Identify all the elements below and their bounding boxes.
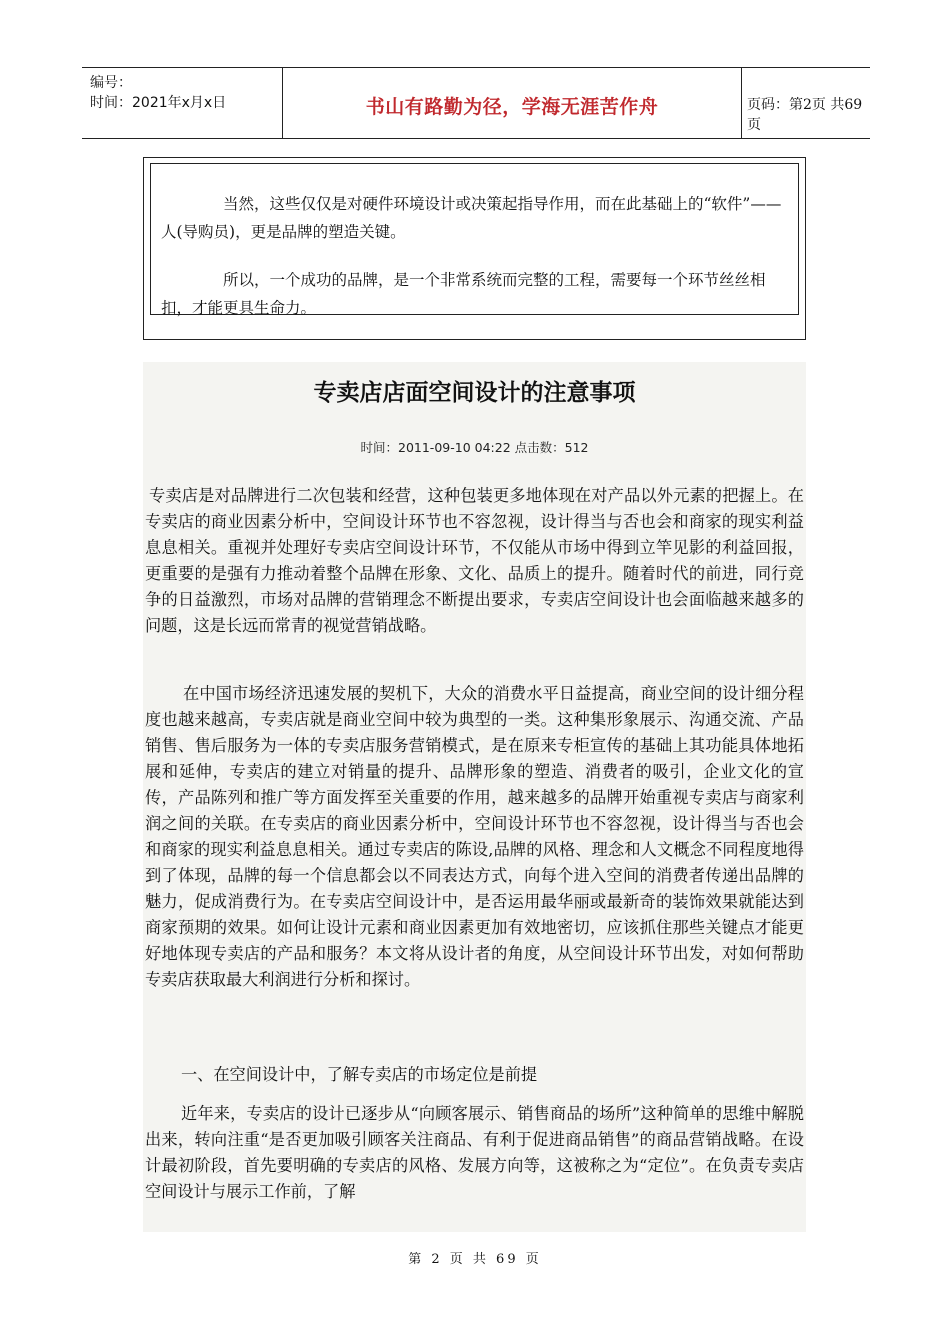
- bordered-text-box-inner: [150, 163, 799, 315]
- article-title: 专卖店店面空间设计的注意事项: [313, 380, 636, 406]
- article-paragraph: 专卖店是对品牌进行二次包装和经营，这种包装更多地体现在对产品以外元素的把握上。在专卖店的商业因素分析中，空间设计环节也不容忽视，设计得当与否也会和商家的现实利益息息相关。重视并处理好专卖店空间设计环节，不仅能从市场中得到立竿见影的利益回报，更重要的是强有力推动着整个品牌在形象、文化、品质上的提升。随着时代的前进，同行竞争的日益激烈，市场对品牌的营销理念不断提出要求，专卖店空间设计也会面临越来越多的问题，这是长远而常青的视觉营销战略。: [145, 486, 804, 635]
- header-page-info: 页码：第2页 共69页: [747, 97, 863, 133]
- document-number-label: 编号：: [90, 75, 132, 91]
- article-info: 时间：2011-09-10 04:22 点击数：512: [360, 440, 589, 455]
- article-paragraph: 在中国市场经济迅速发展的契机下，大众的消费水平日益提高，商业空间的设计细分程度也越来越高，专卖店就是商业空间中较为典型的一类。这种集形象展示、沟通交流、产品销售、售后服务为一体的专卖店服务营销模式，是在原来专柜宣传的基础上其功能具体地拓展和延伸，专卖店的建立对销量的提升、品牌形象的塑造、消费者的吸引，企业文化的宣传，产品陈列和推广等方面发挥至关重要的作用，越来越多的品牌开始重视专卖店与商家利润之间的关联。在专卖店的商业因素分析中，空间设计环节也不容忽视，设计得当与否也会和商家的现实利益息息相关。通过专卖店的陈设,品牌的风格、理念和人文概念不同程度地得到了体现，品牌的每一个信息都会以不同表达方式，向每个进入空间的消费者传递出品牌的魅力，促成消费行为。在专卖店空间设计中，是否运用最华丽或最新奇的装饰效果就能达到商家预期的效果。如何让设计元素和商业因素更加有效地密切，应该抓住那些关键点才能更好地体现专卖店的产品和服务？本文将从设计者的角度，从空间设计环节出发，对如何帮助专卖店获取最大利润进行分析和探讨。: [145, 684, 804, 989]
- header-motto: 书山有路勤为径，学海无涯苦作舟: [365, 96, 659, 118]
- header-motto-cell: [282, 68, 742, 138]
- document-header: [82, 67, 870, 139]
- document-time-label: 时间：2021年x月x日: [90, 95, 227, 111]
- header-page-cell: [741, 68, 870, 138]
- article-paragraph: 近年来，专卖店的设计已逐步从“向顾客展示、销售商品的场所”这种简单的思维中解脱出来，转向注重“是否更加吸引顾客关注商品、有利于促进商品销售”的商品营销战略。在设计最初阶段，首先要明确的专卖店的风格、发展方向等，这被称之为“定位”。在负责专卖店空间设计与展示工作前，了解: [145, 1104, 804, 1201]
- bordered-text-box: [143, 157, 806, 340]
- box-paragraph-1: 当然，这些仅仅是对硬件环境设计或决策起指导作用，而在此基础上的“软件”——人(导购员)，更是品牌的塑造关键。: [161, 195, 782, 241]
- header-meta-cell: [82, 68, 282, 138]
- section-heading: 一、在空间设计中，了解专卖店的市场定位是前提: [181, 1065, 538, 1084]
- box-paragraph-2: 所以，一个成功的品牌，是一个非常系统而完整的工程，需要每一个环节丝丝相扣，才能更具生命力。: [161, 271, 766, 317]
- article-section: [143, 362, 806, 1232]
- page-footer: 第 2 页 共 69 页: [408, 1252, 542, 1267]
